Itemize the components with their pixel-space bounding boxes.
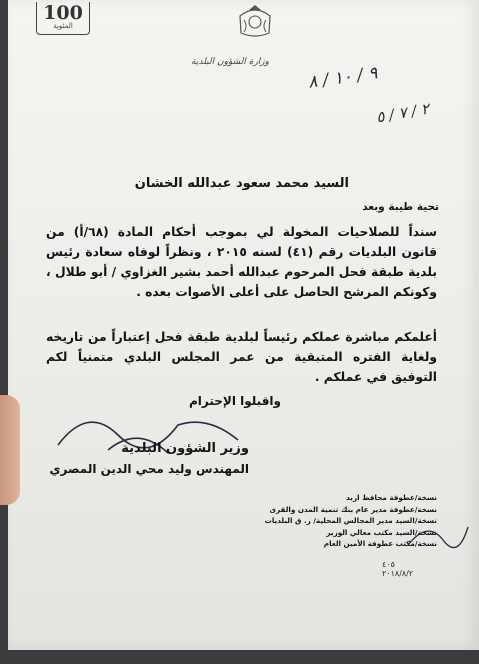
centennial-caption: المئوية bbox=[53, 22, 73, 30]
handwritten-date-2: ٢ / ٧ / ٥ bbox=[374, 99, 431, 127]
letter-paragraph-1: سنداً للصلاحيات المخولة لي بموجب أحكام المادة (٦٨/أ) من قانون البلديات رقم (٤١) لسنه ٢٠١٥ ، ونظراً لوفاه سعادة رئيس بلدية طبقة فحل المرحوم عبدالله أحمد بشير الغزاوي / أبو طلال ، وكونكم المرشح الحاصل على أعلى الأصوات بعده . bbox=[46, 225, 437, 299]
reference-number bbox=[382, 560, 413, 578]
signatory-title: وزير الشؤون البلدية bbox=[121, 441, 249, 456]
reference-date: ٢٠١٨/٨/٢ bbox=[382, 569, 414, 578]
addressee: السيد محمد سعود عبدالله الخشان bbox=[134, 176, 349, 191]
handwritten-date-1: ٩ / ١٠ / ٨ bbox=[306, 63, 379, 93]
jordan-coat-of-arms-icon bbox=[236, 2, 274, 40]
copy-line: نسخة/عطوفة مدير عام بنك تنمية المدن والقرى bbox=[269, 504, 437, 514]
ministry-name: وزارة الشؤون البلدية bbox=[191, 57, 269, 67]
greeting: تحية طيبة وبعد bbox=[362, 201, 439, 213]
initials-mark-icon bbox=[403, 515, 473, 555]
closing: واقبلوا الإحترام bbox=[188, 394, 281, 408]
copy-line: نسخة/السيد مدير المجالس المحلية/ ر. ق البلديات bbox=[264, 516, 437, 526]
copy-line: نسخة/عطوفة محافظ اربد bbox=[346, 493, 437, 502]
thumb bbox=[0, 395, 20, 505]
letter-paragraph-2: أعلمكم مباشرة عملكم رئيساً لبلدية طبقة فحل إعتباراً من تاريخه ولغاية الفتره المتبقية من عمر المجلس البلدي متمنياً لكم التوفيق في عملكم . bbox=[46, 330, 437, 384]
letter-page bbox=[8, 0, 479, 650]
centennial-logo bbox=[36, 2, 90, 35]
reference-code: ٤٠٥ bbox=[382, 560, 395, 569]
signatory-name: المهندس وليد محي الدين المصري bbox=[49, 462, 249, 476]
centennial-number: 100 bbox=[43, 2, 83, 24]
copy-line: نسخة/السيد مكتب معالي الوزير bbox=[326, 527, 437, 537]
copy-line: نسخة/مكتب عطوفة الأمين العام bbox=[323, 539, 437, 549]
